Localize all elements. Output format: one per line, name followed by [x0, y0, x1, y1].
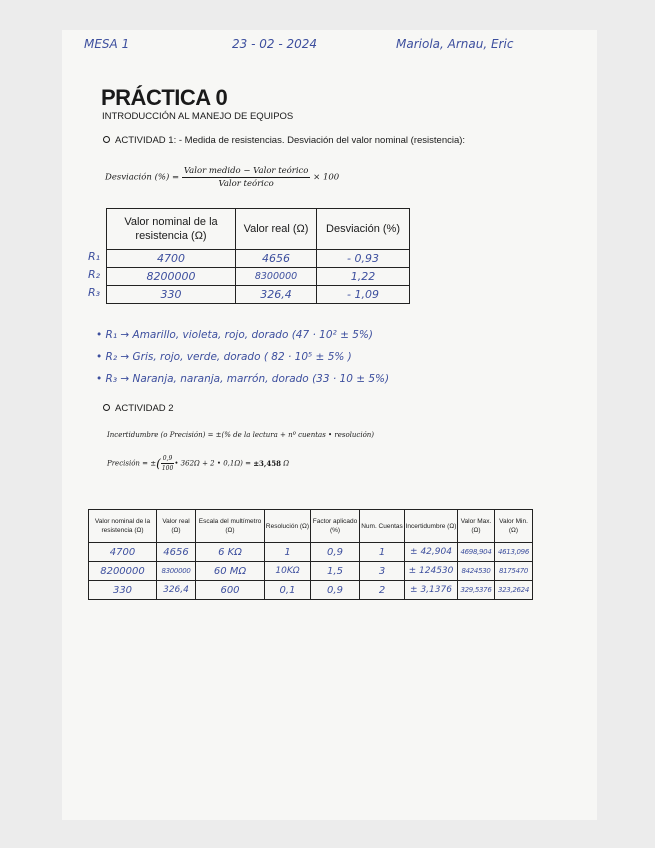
table-row — [89, 562, 533, 581]
header-scale: Escala del multímetro (Ω) — [196, 510, 265, 543]
deviation-formula — [105, 166, 339, 189]
table-row — [89, 543, 533, 562]
table-number: MESA 1 — [84, 37, 130, 51]
cell-deviation: - 0,93 — [317, 250, 410, 268]
header-resolution: Resolución (Ω) — [265, 510, 311, 543]
cell-max: 4698,904 — [458, 543, 495, 562]
row-label-r2: R₂ — [88, 268, 101, 281]
date: 23 - 02 - 2024 — [232, 37, 317, 51]
cell-resolution: 1 — [265, 543, 311, 562]
cell-deviation: - 1,09 — [317, 286, 410, 304]
precision-lhs: Precisión = ± — [107, 459, 157, 468]
cell-nominal: 330 — [107, 286, 236, 304]
cell-nominal: 8200000 — [107, 268, 236, 286]
cell-real: 4656 — [157, 543, 196, 562]
cell-nominal: 4700 — [107, 250, 236, 268]
activity2-label: ACTIVIDAD 2 — [115, 403, 174, 414]
cell-nominal: 4700 — [89, 543, 157, 562]
cell-real: 4656 — [236, 250, 317, 268]
cell-factor: 0,9 — [311, 543, 360, 562]
cell-real: 326,4 — [236, 286, 317, 304]
page-title: PRÁCTICA 0 — [101, 85, 228, 110]
header-factor: Factor aplicado (%) — [311, 510, 360, 543]
uncertainty-table — [88, 509, 533, 600]
cell-scale: 60 MΩ — [196, 562, 265, 581]
precision-result: ±3,458 — [253, 459, 281, 468]
resistance-deviation-table — [106, 208, 410, 304]
cell-scale: 6 KΩ — [196, 543, 265, 562]
header-nominal: Valor nominal de la resistencia (Ω) — [107, 209, 236, 250]
formula-lhs: Desviación (%) = — [105, 172, 180, 183]
cell-uncertainty: ± 124530 — [405, 562, 458, 581]
cell-deviation: 1,22 — [317, 268, 410, 286]
precision-fraction — [161, 455, 175, 472]
row-label-r3: R₃ — [88, 286, 101, 299]
precision-frac-den: 100 — [161, 465, 174, 472]
cell-uncertainty: ± 3,1376 — [405, 581, 458, 600]
open-paren: ( — [156, 456, 161, 471]
table-row — [107, 286, 410, 304]
cell-uncertainty: ± 42,904 — [405, 543, 458, 562]
cell-scale: 600 — [196, 581, 265, 600]
header-nominal: Valor nominal de la resistencia (Ω) — [89, 510, 157, 543]
cell-resolution: 10KΩ — [265, 562, 311, 581]
header-deviation: Desviación (%) — [317, 209, 410, 250]
precision-unit: Ω — [280, 459, 290, 468]
cell-max: 8424530 — [458, 562, 495, 581]
precision-frac-num: 0,9 — [162, 455, 173, 462]
formula-numerator: Valor medido − Valor teórico — [183, 166, 309, 176]
table-header-row — [89, 510, 533, 543]
paper-sheet — [62, 30, 597, 820]
formula-rhs: × 100 — [313, 172, 340, 183]
table-row — [107, 250, 410, 268]
activity1-heading — [103, 135, 465, 146]
precision-rest: • 362Ω + 2 • 0,1Ω) = — [174, 459, 254, 468]
cell-counts: 3 — [360, 562, 405, 581]
cell-min: 4613,096 — [495, 543, 533, 562]
uncertainty-formula: Incertidumbre (o Precisión) = ±(% de la lectura + nº cuentas • resolución) — [107, 431, 375, 439]
activity2-heading — [103, 403, 174, 414]
header-min: Valor Min. (Ω) — [495, 510, 533, 543]
header-real: Valor real (Ω) — [236, 209, 317, 250]
header-uncertainty: Incertidumbre (Ω) — [405, 510, 458, 543]
cell-counts: 1 — [360, 543, 405, 562]
table-row — [107, 268, 410, 286]
precision-formula — [107, 455, 289, 472]
color-code-note-r3: • R₃ → Naranja, naranja, marrón, dorado (33 · 10 ± 5%) — [96, 373, 390, 385]
color-code-note-r1: • R₁ → Amarillo, violeta, rojo, dorado (47 · 10² ± 5%) — [96, 329, 373, 341]
cell-resolution: 0,1 — [265, 581, 311, 600]
header-counts: Num. Cuentas — [360, 510, 405, 543]
table-row — [89, 581, 533, 600]
cell-nominal: 330 — [89, 581, 157, 600]
cell-min: 323,2624 — [495, 581, 533, 600]
color-code-note-r2: • R₂ → Gris, rojo, verde, dorado ( 82 · 10⁵ ± 5% ) — [96, 351, 352, 363]
table-header-row — [107, 209, 410, 250]
cell-factor: 1,5 — [311, 562, 360, 581]
cell-max: 329,5376 — [458, 581, 495, 600]
cell-min: 8175470 — [495, 562, 533, 581]
cell-nominal: 8200000 — [89, 562, 157, 581]
page-subtitle: INTRODUCCIÓN AL MANEJO DE EQUIPOS — [102, 111, 294, 122]
cell-factor: 0,9 — [311, 581, 360, 600]
cell-counts: 2 — [360, 581, 405, 600]
activity1-label: ACTIVIDAD 1: - Medida de resistencias. Desviación del valor nominal (resistencia): — [115, 135, 466, 146]
cell-real: 8300000 — [157, 562, 196, 581]
row-label-r1: R₁ — [88, 250, 101, 263]
student-names: Mariola, Arnau, Eric — [396, 37, 514, 51]
cell-real: 8300000 — [236, 268, 317, 286]
formula-denominator: Valor teórico — [218, 179, 274, 189]
header-real: Valor real (Ω) — [157, 510, 196, 543]
header-max: Valor Max. (Ω) — [458, 510, 495, 543]
circle-bullet-icon — [103, 404, 110, 411]
formula-fraction — [182, 166, 311, 189]
cell-real: 326,4 — [157, 581, 196, 600]
circle-bullet-icon — [103, 136, 110, 143]
